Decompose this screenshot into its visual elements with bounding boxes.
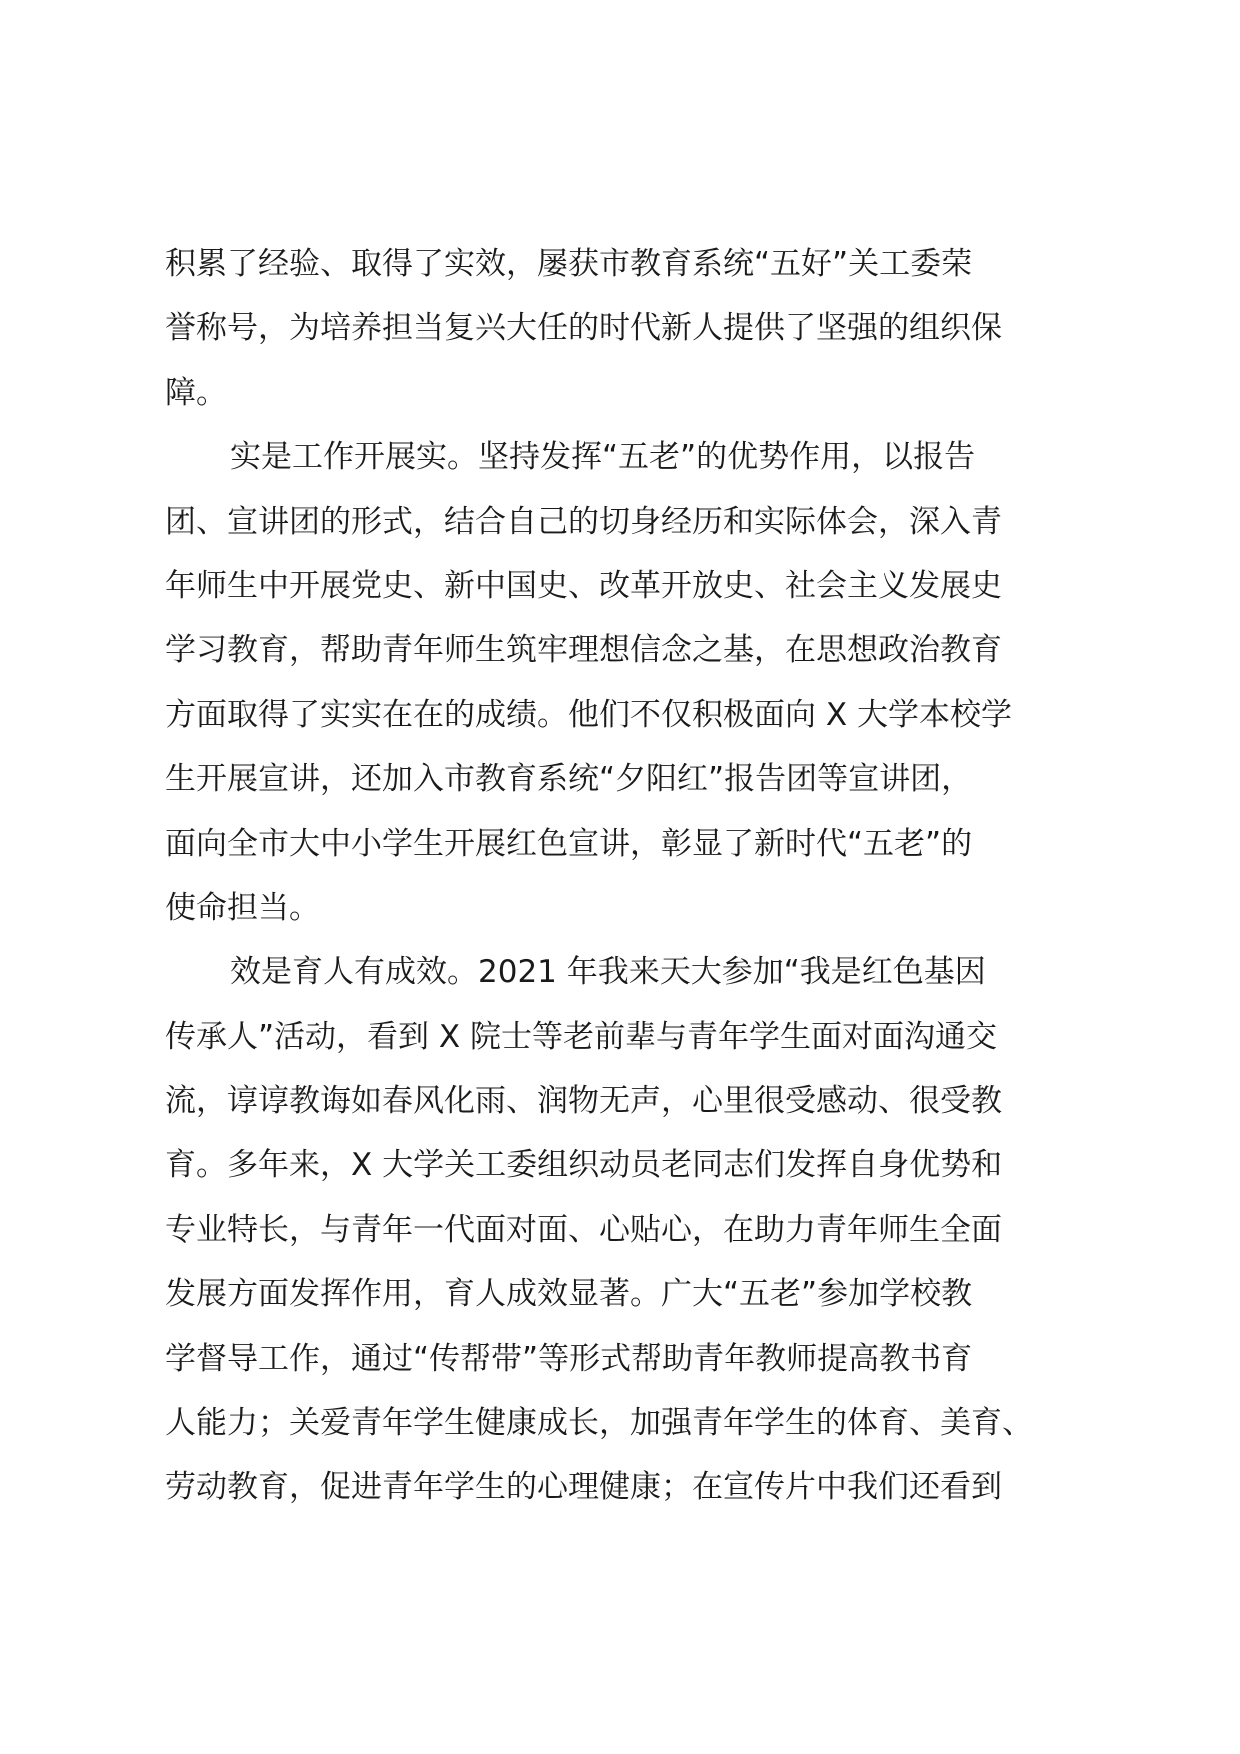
text-line: 学习教育，帮助青年师生筑牢理想信念之基，在思想政治教育	[165, 632, 1002, 669]
text-line: 劳动教育，促进青年学生的心理健康；在宣传片中我们还看到	[165, 1469, 1002, 1506]
text-line: 积累了经验、取得了实效，屡获市教育系统“五好”关工委荣	[165, 246, 973, 282]
body-text	[165, 232, 1105, 1520]
paragraph-start-line: 实是工作开展实。坚持发挥“五老”的优势作用，以报告	[230, 439, 976, 476]
text-line: 誉称号，为培养担当复兴大任的时代新人提供了坚强的组织保	[165, 310, 1002, 347]
text-line: 障。	[165, 374, 227, 411]
text-line: 生开展宣讲，还加入市教育系统“夕阳红”报告团等宣讲团，	[165, 761, 973, 798]
text-line: 使命担当。	[165, 889, 320, 926]
text-line: 传承人”活动，看到 X 院士等老前辈与青年学生面对面沟通交	[165, 1018, 998, 1055]
text-line: 育。多年来，X 大学关工委组织动员老同志们发挥自身优势和	[165, 1147, 1003, 1184]
text-line: 面向全市大中小学生开展红色宣讲，彰显了新时代“五老”的	[165, 825, 973, 862]
text-line: 人能力；关爱青年学生健康成长，加强青年学生的体育、美育、	[165, 1405, 1033, 1442]
text-line: 团、宣讲团的形式，结合自己的切身经历和实际体会，深入青	[165, 503, 1002, 540]
paragraph-start-line: 效是育人有成效。2021 年我来天大参加“我是红色基因	[230, 954, 986, 991]
text-line: 方面取得了实实在在的成绩。他们不仅积极面向 X 大学本校学	[165, 696, 1012, 733]
text-line: 年师生中开展党史、新中国史、改革开放史、社会主义发展史	[165, 567, 1002, 604]
text-line: 流，谆谆教诲如春风化雨、润物无声，心里很受感动、很受教	[165, 1083, 1002, 1120]
text-line: 专业特长，与青年一代面对面、心贴心，在助力青年师生全面	[165, 1211, 1002, 1248]
text-line: 发展方面发挥作用，育人成效显著。广大“五老”参加学校教	[165, 1276, 973, 1313]
text-line: 学督导工作，通过“传帮带”等形式帮助青年教师提高教书育	[165, 1340, 973, 1377]
